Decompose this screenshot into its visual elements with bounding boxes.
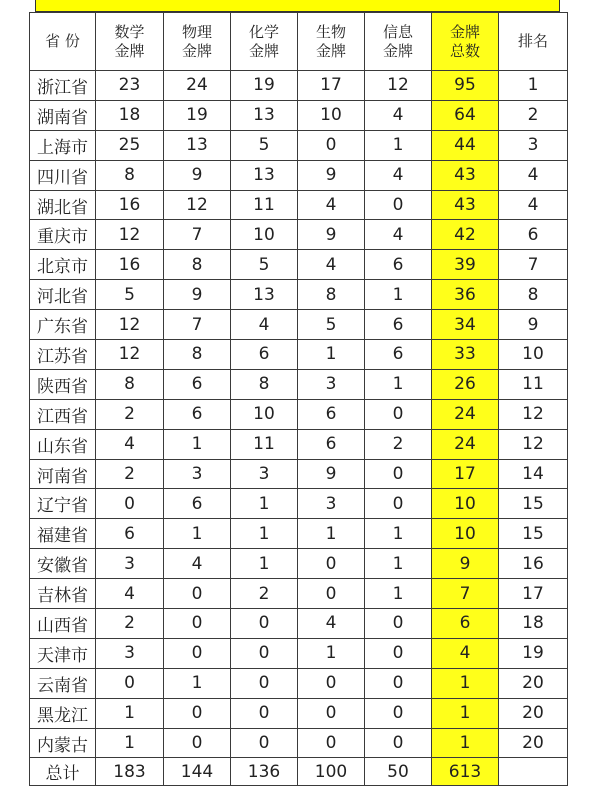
cell-province: 云南省 bbox=[30, 668, 96, 698]
cell-chemistry: 6 bbox=[231, 340, 298, 370]
cell-biology: 3 bbox=[298, 369, 365, 399]
header-total bbox=[432, 13, 499, 71]
cell-informatics: 0 bbox=[365, 489, 432, 519]
cell-biology: 0 bbox=[298, 668, 365, 698]
cell-physics: 0 bbox=[164, 579, 231, 609]
cell-province: 广东省 bbox=[30, 310, 96, 340]
table-row bbox=[30, 519, 568, 549]
cell-physics: 8 bbox=[164, 340, 231, 370]
cell-math: 5 bbox=[96, 280, 164, 310]
cell-province: 吉林省 bbox=[30, 579, 96, 609]
cell-total: 34 bbox=[432, 310, 499, 340]
table-row bbox=[30, 250, 568, 280]
cell-total: 43 bbox=[432, 190, 499, 220]
cell-rank: 20 bbox=[499, 668, 568, 698]
cell-biology: 0 bbox=[298, 728, 365, 758]
cell-biology: 0 bbox=[298, 579, 365, 609]
totals-rank bbox=[499, 758, 568, 786]
cell-informatics: 0 bbox=[365, 698, 432, 728]
cell-math: 12 bbox=[96, 220, 164, 250]
cell-chemistry: 0 bbox=[231, 609, 298, 639]
cell-rank: 1 bbox=[499, 71, 568, 101]
cell-informatics: 0 bbox=[365, 728, 432, 758]
header-total-line2: 总数 bbox=[449, 41, 480, 60]
cell-total: 4 bbox=[432, 638, 499, 668]
cell-biology: 1 bbox=[298, 638, 365, 668]
totals-informatics: 50 bbox=[365, 758, 432, 786]
cell-math: 16 bbox=[96, 190, 164, 220]
cell-chemistry: 4 bbox=[231, 310, 298, 340]
cell-biology: 10 bbox=[298, 100, 365, 130]
cell-math: 0 bbox=[96, 489, 164, 519]
cell-informatics: 1 bbox=[365, 369, 432, 399]
cell-biology: 0 bbox=[298, 698, 365, 728]
table-row bbox=[30, 429, 568, 459]
cell-province: 天津市 bbox=[30, 638, 96, 668]
cell-province: 湖南省 bbox=[30, 100, 96, 130]
cell-math: 6 bbox=[96, 519, 164, 549]
cell-chemistry: 2 bbox=[231, 579, 298, 609]
cell-chemistry: 10 bbox=[231, 399, 298, 429]
cell-rank: 15 bbox=[499, 489, 568, 519]
cell-rank: 11 bbox=[499, 369, 568, 399]
cell-chemistry: 1 bbox=[231, 519, 298, 549]
cell-informatics: 1 bbox=[365, 280, 432, 310]
cell-rank: 7 bbox=[499, 250, 568, 280]
cell-math: 1 bbox=[96, 698, 164, 728]
header-rank: 排名 bbox=[499, 13, 568, 71]
table-row bbox=[30, 369, 568, 399]
cell-physics: 0 bbox=[164, 638, 231, 668]
cell-rank: 20 bbox=[499, 728, 568, 758]
cell-province: 江西省 bbox=[30, 399, 96, 429]
cell-physics: 7 bbox=[164, 220, 231, 250]
cell-physics: 1 bbox=[164, 429, 231, 459]
cell-chemistry: 10 bbox=[231, 220, 298, 250]
cell-total: 24 bbox=[432, 429, 499, 459]
cell-math: 3 bbox=[96, 549, 164, 579]
cell-province: 重庆市 bbox=[30, 220, 96, 250]
cell-rank: 12 bbox=[499, 399, 568, 429]
cell-rank: 17 bbox=[499, 579, 568, 609]
table-header bbox=[30, 13, 568, 71]
cell-rank: 8 bbox=[499, 280, 568, 310]
cell-physics: 1 bbox=[164, 668, 231, 698]
cell-physics: 9 bbox=[164, 160, 231, 190]
table-row bbox=[30, 609, 568, 639]
header-chemistry-line1: 化学 bbox=[248, 22, 279, 41]
header-biology-line2: 金牌 bbox=[315, 41, 346, 60]
cell-province: 山西省 bbox=[30, 609, 96, 639]
cell-informatics: 4 bbox=[365, 220, 432, 250]
totals-row bbox=[30, 758, 568, 786]
totals-math: 183 bbox=[96, 758, 164, 786]
header-math bbox=[96, 13, 164, 71]
cell-biology: 9 bbox=[298, 459, 365, 489]
cell-informatics: 4 bbox=[365, 100, 432, 130]
cell-biology: 0 bbox=[298, 549, 365, 579]
cell-biology: 4 bbox=[298, 190, 365, 220]
cell-rank: 20 bbox=[499, 698, 568, 728]
cell-rank: 9 bbox=[499, 310, 568, 340]
cell-physics: 1 bbox=[164, 519, 231, 549]
cell-informatics: 1 bbox=[365, 519, 432, 549]
cell-physics: 12 bbox=[164, 190, 231, 220]
cell-math: 1 bbox=[96, 728, 164, 758]
cell-math: 23 bbox=[96, 71, 164, 101]
cell-province: 辽宁省 bbox=[30, 489, 96, 519]
cell-rank: 15 bbox=[499, 519, 568, 549]
header-biology bbox=[298, 13, 365, 71]
cell-math: 4 bbox=[96, 429, 164, 459]
cell-informatics: 0 bbox=[365, 459, 432, 489]
table-row bbox=[30, 728, 568, 758]
cell-chemistry: 0 bbox=[231, 668, 298, 698]
cell-total: 43 bbox=[432, 160, 499, 190]
cell-rank: 2 bbox=[499, 100, 568, 130]
cell-total: 9 bbox=[432, 549, 499, 579]
cell-informatics: 0 bbox=[365, 609, 432, 639]
cell-math: 12 bbox=[96, 340, 164, 370]
cell-informatics: 0 bbox=[365, 399, 432, 429]
table-row bbox=[30, 220, 568, 250]
cell-chemistry: 13 bbox=[231, 280, 298, 310]
cell-informatics: 1 bbox=[365, 579, 432, 609]
table-row bbox=[30, 280, 568, 310]
cell-math: 2 bbox=[96, 399, 164, 429]
cell-chemistry: 11 bbox=[231, 190, 298, 220]
cell-chemistry: 5 bbox=[231, 250, 298, 280]
cell-chemistry: 13 bbox=[231, 160, 298, 190]
table-row bbox=[30, 310, 568, 340]
cell-math: 16 bbox=[96, 250, 164, 280]
cell-biology: 4 bbox=[298, 609, 365, 639]
cell-total: 1 bbox=[432, 698, 499, 728]
cell-rank: 3 bbox=[499, 130, 568, 160]
cell-total: 10 bbox=[432, 519, 499, 549]
totals-total: 613 bbox=[432, 758, 499, 786]
table-row bbox=[30, 698, 568, 728]
cell-province: 北京市 bbox=[30, 250, 96, 280]
cell-total: 6 bbox=[432, 609, 499, 639]
table-row bbox=[30, 190, 568, 220]
cell-total: 1 bbox=[432, 728, 499, 758]
cell-chemistry: 1 bbox=[231, 549, 298, 579]
cell-chemistry: 3 bbox=[231, 459, 298, 489]
cell-physics: 6 bbox=[164, 399, 231, 429]
cell-biology: 5 bbox=[298, 310, 365, 340]
cell-total: 33 bbox=[432, 340, 499, 370]
cell-physics: 7 bbox=[164, 310, 231, 340]
cell-province: 黑龙江 bbox=[30, 698, 96, 728]
cell-informatics: 4 bbox=[365, 160, 432, 190]
cell-province: 河北省 bbox=[30, 280, 96, 310]
cell-total: 7 bbox=[432, 579, 499, 609]
cell-province: 福建省 bbox=[30, 519, 96, 549]
cell-math: 25 bbox=[96, 130, 164, 160]
table-body bbox=[30, 71, 568, 758]
cell-physics: 0 bbox=[164, 609, 231, 639]
cell-math: 4 bbox=[96, 579, 164, 609]
cell-total: 10 bbox=[432, 489, 499, 519]
header-chemistry-line2: 金牌 bbox=[248, 41, 279, 60]
table-row bbox=[30, 668, 568, 698]
cell-chemistry: 5 bbox=[231, 130, 298, 160]
cell-biology: 9 bbox=[298, 160, 365, 190]
cell-rank: 4 bbox=[499, 160, 568, 190]
cell-physics: 13 bbox=[164, 130, 231, 160]
cell-math: 8 bbox=[96, 160, 164, 190]
cell-rank: 19 bbox=[499, 638, 568, 668]
cell-total: 64 bbox=[432, 100, 499, 130]
cell-math: 0 bbox=[96, 668, 164, 698]
cell-province: 内蒙古 bbox=[30, 728, 96, 758]
header-physics-line1: 物理 bbox=[181, 22, 212, 41]
cell-biology: 8 bbox=[298, 280, 365, 310]
cell-biology: 1 bbox=[298, 340, 365, 370]
cell-province: 湖北省 bbox=[30, 190, 96, 220]
table-row bbox=[30, 549, 568, 579]
cell-physics: 3 bbox=[164, 459, 231, 489]
cell-chemistry: 13 bbox=[231, 100, 298, 130]
cell-rank: 12 bbox=[499, 429, 568, 459]
cell-total: 17 bbox=[432, 459, 499, 489]
header-province: 省 份 bbox=[30, 13, 96, 71]
table-row bbox=[30, 100, 568, 130]
totals-label: 总计 bbox=[30, 758, 96, 786]
cell-total: 44 bbox=[432, 130, 499, 160]
table-row bbox=[30, 71, 568, 101]
totals-physics: 144 bbox=[164, 758, 231, 786]
table-row bbox=[30, 130, 568, 160]
cell-biology: 9 bbox=[298, 220, 365, 250]
cell-physics: 6 bbox=[164, 489, 231, 519]
cell-physics: 6 bbox=[164, 369, 231, 399]
cell-province: 安徽省 bbox=[30, 549, 96, 579]
cell-physics: 19 bbox=[164, 100, 231, 130]
table-row bbox=[30, 459, 568, 489]
cell-total: 42 bbox=[432, 220, 499, 250]
cell-chemistry: 0 bbox=[231, 728, 298, 758]
cell-math: 2 bbox=[96, 459, 164, 489]
cell-biology: 6 bbox=[298, 429, 365, 459]
cell-rank: 10 bbox=[499, 340, 568, 370]
header-informatics-line1: 信息 bbox=[382, 22, 413, 41]
cell-informatics: 2 bbox=[365, 429, 432, 459]
cell-rank: 16 bbox=[499, 549, 568, 579]
cell-chemistry: 0 bbox=[231, 638, 298, 668]
cell-biology: 1 bbox=[298, 519, 365, 549]
cell-total: 95 bbox=[432, 71, 499, 101]
cell-informatics: 6 bbox=[365, 250, 432, 280]
totals-biology: 100 bbox=[298, 758, 365, 786]
cell-informatics: 6 bbox=[365, 340, 432, 370]
cell-chemistry: 0 bbox=[231, 698, 298, 728]
cell-total: 39 bbox=[432, 250, 499, 280]
cell-biology: 6 bbox=[298, 399, 365, 429]
cell-informatics: 0 bbox=[365, 668, 432, 698]
header-biology-line1: 生物 bbox=[315, 22, 346, 41]
cell-informatics: 12 bbox=[365, 71, 432, 101]
cell-chemistry: 8 bbox=[231, 369, 298, 399]
cell-math: 3 bbox=[96, 638, 164, 668]
cell-rank: 6 bbox=[499, 220, 568, 250]
cell-physics: 0 bbox=[164, 728, 231, 758]
cell-rank: 4 bbox=[499, 190, 568, 220]
cell-math: 18 bbox=[96, 100, 164, 130]
header-math-line2: 金牌 bbox=[114, 41, 145, 60]
cell-rank: 14 bbox=[499, 459, 568, 489]
totals-chemistry: 136 bbox=[231, 758, 298, 786]
cell-physics: 8 bbox=[164, 250, 231, 280]
cell-chemistry: 19 bbox=[231, 71, 298, 101]
cell-total: 1 bbox=[432, 668, 499, 698]
table-row bbox=[30, 489, 568, 519]
cell-total: 26 bbox=[432, 369, 499, 399]
cell-province: 上海市 bbox=[30, 130, 96, 160]
cell-informatics: 0 bbox=[365, 190, 432, 220]
cell-chemistry: 11 bbox=[231, 429, 298, 459]
table-row bbox=[30, 340, 568, 370]
cell-physics: 4 bbox=[164, 549, 231, 579]
table-row bbox=[30, 399, 568, 429]
cell-biology: 17 bbox=[298, 71, 365, 101]
cell-math: 12 bbox=[96, 310, 164, 340]
cell-total: 36 bbox=[432, 280, 499, 310]
cell-province: 河南省 bbox=[30, 459, 96, 489]
cell-province: 浙江省 bbox=[30, 71, 96, 101]
cell-informatics: 1 bbox=[365, 130, 432, 160]
cell-physics: 0 bbox=[164, 698, 231, 728]
cell-province: 江苏省 bbox=[30, 340, 96, 370]
cell-province: 陕西省 bbox=[30, 369, 96, 399]
cell-biology: 3 bbox=[298, 489, 365, 519]
medal-table-frame bbox=[29, 0, 567, 785]
table-row bbox=[30, 160, 568, 190]
cell-physics: 9 bbox=[164, 280, 231, 310]
cell-province: 四川省 bbox=[30, 160, 96, 190]
table-row bbox=[30, 579, 568, 609]
header-informatics bbox=[365, 13, 432, 71]
cell-chemistry: 1 bbox=[231, 489, 298, 519]
cell-math: 2 bbox=[96, 609, 164, 639]
cell-informatics: 1 bbox=[365, 549, 432, 579]
cell-total: 24 bbox=[432, 399, 499, 429]
cell-informatics: 6 bbox=[365, 310, 432, 340]
header-math-line1: 数学 bbox=[114, 22, 145, 41]
cell-math: 8 bbox=[96, 369, 164, 399]
gold-medal-table bbox=[29, 12, 568, 786]
header-chemistry bbox=[231, 13, 298, 71]
header-informatics-line2: 金牌 bbox=[382, 41, 413, 60]
cell-rank: 18 bbox=[499, 609, 568, 639]
table-row bbox=[30, 638, 568, 668]
cell-province: 山东省 bbox=[30, 429, 96, 459]
header-physics-line2: 金牌 bbox=[181, 41, 212, 60]
top-yellow-banner bbox=[35, 0, 560, 12]
cell-biology: 4 bbox=[298, 250, 365, 280]
header-total-line1: 金牌 bbox=[449, 22, 480, 41]
header-physics bbox=[164, 13, 231, 71]
cell-physics: 24 bbox=[164, 71, 231, 101]
cell-biology: 0 bbox=[298, 130, 365, 160]
cell-informatics: 0 bbox=[365, 638, 432, 668]
